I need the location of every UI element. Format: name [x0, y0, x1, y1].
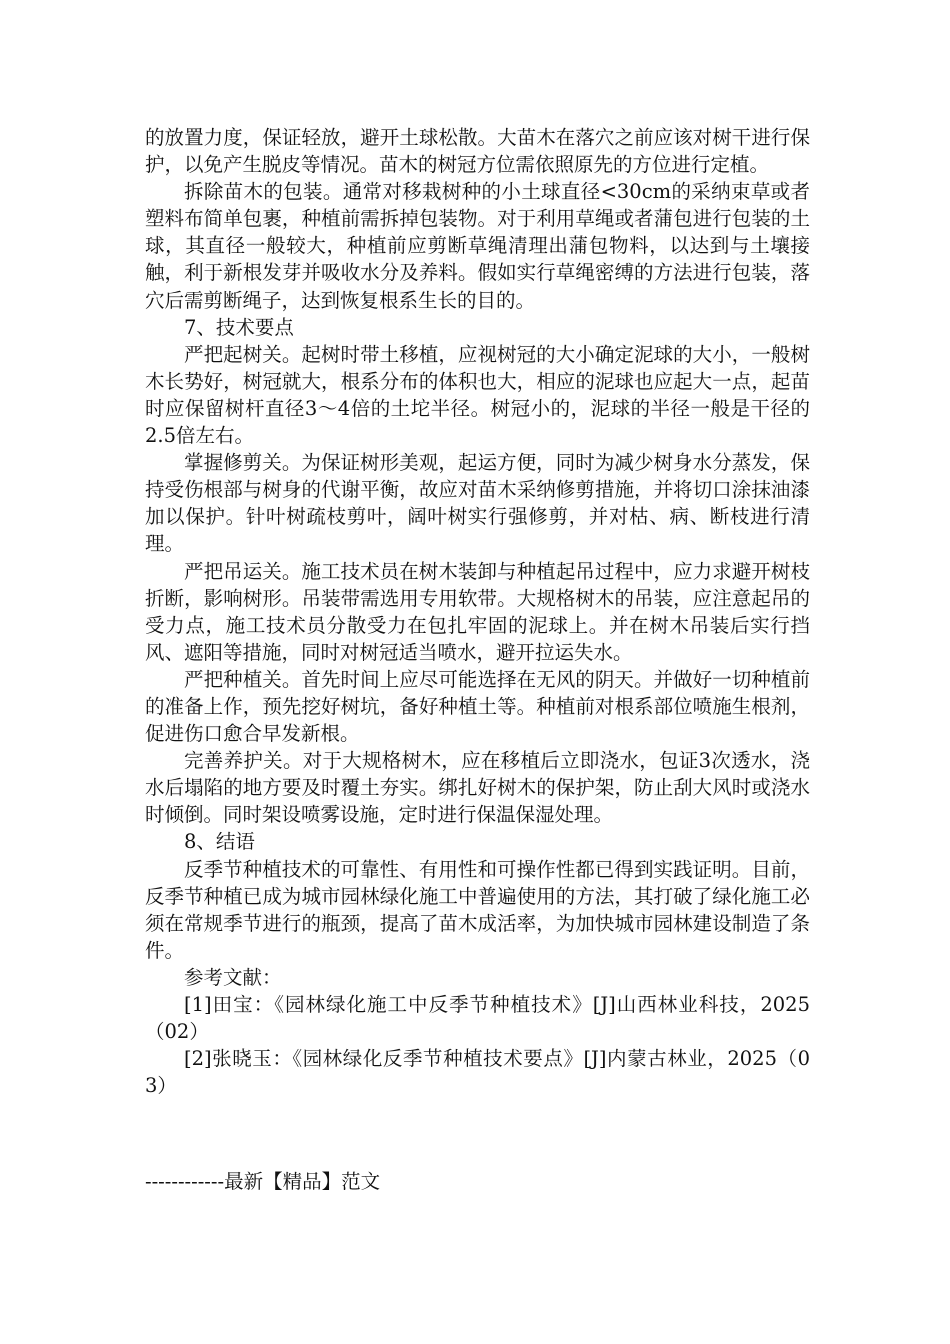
reference-item-2: [2]张晓玉：《园林绿化反季节种植技术要点》[J]内蒙古林业，2025（03）: [145, 1047, 810, 1098]
section-heading-conclusion: 8、结语: [184, 830, 255, 854]
reference-item-1: [1]田宝：《园林绿化施工中反季节种植技术》[J]山西林业科技，2025（02）: [145, 993, 810, 1044]
paragraph-pruning: 掌握修剪关。为保证树形美观，起运方便，同时为减少树身水分蒸发，保持受伤根部与树身的代谢平衡，故应对苗木采纳修剪措施，并将切口涂抹油漆加以保护。针叶树疏枝剪叶，阔叶树实行强修剪，并对枯、病、断枝进行清理。: [145, 451, 810, 556]
paragraph-continuation: 的放置力度，保证轻放，避开土球松散。大苗木在落穴之前应该对树干进行保护，以免产生脱皮等情况。苗木的树冠方位需依照原先的方位进行定植。: [145, 126, 810, 177]
paragraph-conclusion: 反季节种植技术的可靠性、有用性和可操作性都已得到实践证明。目前，反季节种植已成为城市园林绿化施工中普遍使用的方法，其打破了绿化施工必须在常规季节进行的瓶颈，提高了苗木成活率，为加快城市园林建设制造了条件。: [145, 857, 810, 962]
references-heading: 参考文献：: [184, 965, 282, 989]
paragraph-planting: 严把种植关。首先时间上应尽可能选择在无风的阴天。并做好一切种植前的准备上作，预先挖好树坑，备好种植土等。种植前对根系部位喷施生根剂，促进伤口愈合早发新根。: [145, 667, 810, 746]
paragraph-lifting: 严把起树关。起树时带土移植，应视树冠的大小确定泥球的大小，一般树木长势好，树冠就大，根系分布的体积也大，相应的泥球也应起大一点，起苗时应保留树杆直径3～4倍的土坨半径。树冠小的，泥球的半径一般是干径的2.5倍左右。: [145, 342, 810, 448]
page-footer: ------------最新【精品】范文: [145, 1170, 381, 1193]
document-body: [145, 124, 810, 1099]
paragraph-unpacking: 拆除苗木的包装。通常对移栽树种的小土球直径<30cm的采纳束草或者塑料布简单包裹，种植前需拆掉包装物。对于利用草绳或者蒲包进行包装的土球，其直径一般较大，种植前应剪断草绳清理出蒲包物料，以达到与土壤接触，利于新根发芽并吸收水分及养料。假如实行草绳密缚的方法进行包装，落穴后需剪断绳子，达到恢复根系生长的目的。: [145, 180, 810, 312]
paragraph-maintenance: 完善养护关。对于大规格树木，应在移植后立即浇水，包证3次透水，浇水后塌陷的地方要及时覆土夯实。绑扎好树木的保护架，防止刮大风时或浇水时倾倒。同时架设喷雾设施，定时进行保温保湿处理。: [145, 749, 810, 827]
section-heading-technical-points: 7、技术要点: [184, 315, 294, 339]
paragraph-hoisting: 严把吊运关。施工技术员在树木装卸与种植起吊过程中，应力求避开树枝折断，影响树形。吊装带需选用专用软带。大规格树木的吊装，应注意起吊的受力点，施工技术员分散受力在包扎牢固的泥球上。并在树木吊装后实行挡风、遮阳等措施，同时对树冠适当喷水，避开拉运失水。: [145, 559, 810, 664]
